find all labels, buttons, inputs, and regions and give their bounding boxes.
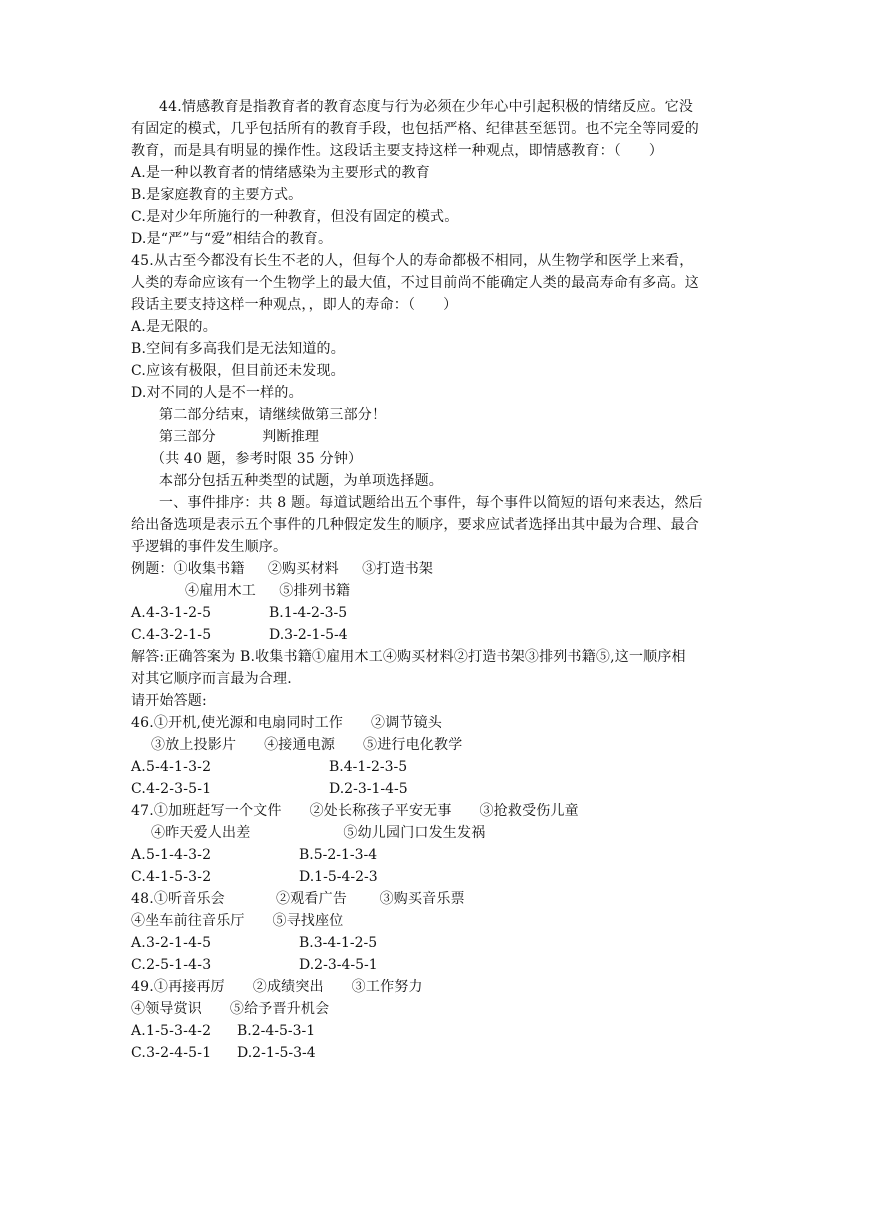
- q48-option-d: D.2-3-4-5-1: [299, 957, 378, 973]
- example-answer-line-1: 解答:正确答案为 B.收集书籍①雇用木工④购买材料②打造书架③排列书籍⑤,这一顺序相: [131, 649, 686, 665]
- part3-heading: 第三部分 判断推理: [159, 429, 320, 445]
- example-option-d: D.3-2-1-5-4: [269, 627, 348, 643]
- q49-option-c: C.3-2-4-5-1: [131, 1045, 212, 1061]
- q48-events-line-1: 48.①听音乐会 ②观看广告 ③购买音乐票: [131, 891, 465, 907]
- q44-stem-line-3: 教育，而是具有明显的操作性。这段话主要支持这样一种观点，即情感教育：（ ）: [131, 143, 664, 159]
- section-end-notice: 第二部分结束，请继续做第三部分！: [159, 407, 387, 423]
- q45-option-d: D.对不同的人是不一样的。: [131, 385, 303, 401]
- example-events-line-1: 例题：①收集书籍 ②购买材料 ③打造书架: [131, 561, 434, 577]
- q46-events-line-1: 46.①开机,使光源和电扇同时工作 ②调节镜头: [131, 715, 443, 731]
- q49-events-line-2: ④领导赏识 ⑤给予晋升机会: [131, 1001, 330, 1017]
- q44-option-b: B.是家庭教育的主要方式。: [131, 187, 303, 203]
- q44-option-c: C.是对少年所施行的一种教育，但没有固定的模式。: [131, 209, 459, 225]
- q45-stem-line-2: 人类的寿命应该有一个生物学上的最大值，不过目前尚不能确定人类的最高寿命有多高。这: [131, 275, 699, 291]
- example-events-line-2: ④雇用木工 ⑤排列书籍: [185, 583, 351, 599]
- q47-option-a: A.5-1-4-3-2: [131, 847, 212, 863]
- q46-option-b: B.4-1-2-3-5: [329, 759, 408, 775]
- q45-stem-line-1: 45.从古至今都没有长生不老的人，但每个人的寿命都极不相同，从生物学和医学上来看，: [131, 253, 694, 269]
- q44-stem-line-2: 有固定的模式，几乎包括所有的教育手段，也包括严格、纪律甚至惩罚。也不完全等同爱的: [131, 121, 699, 137]
- q46-events-line-2: ③放上投影片 ④接通电源 ⑤进行电化教学: [151, 737, 463, 753]
- q47-events-line-1: 47.①加班赶写一个文件 ②处长称孩子平安无事 ③抢救受伤儿童: [131, 803, 579, 819]
- q46-option-a: A.5-4-1-3-2: [131, 759, 212, 775]
- type1-desc-line-2: 给出备选项是表示五个事件的几种假定发生的顺序，要求应试者选择出其中最为合理、最合: [131, 517, 699, 533]
- q47-option-b: B.5-2-1-3-4: [299, 847, 378, 863]
- type1-desc-line-1: 一、事件排序：共 8 题。每道试题给出五个事件，每个事件以简短的语句来表达，然后: [159, 495, 703, 511]
- q47-option-c: C.4-1-5-3-2: [131, 869, 212, 885]
- q49-events-line-1: 49.①再接再厉 ②成绩突出 ③工作努力: [131, 979, 423, 995]
- q46-option-c: C.4-2-3-5-1: [131, 781, 212, 797]
- example-answer-line-2: 对其它顺序而言最为合理.: [131, 671, 292, 687]
- example-option-a: A.4-3-1-2-5: [131, 605, 212, 621]
- q49-option-d: D.2-1-5-3-4: [237, 1045, 316, 1061]
- q48-option-a: A.3-2-1-4-5: [131, 935, 212, 951]
- q45-option-c: C.应该有极限，但目前还未发现。: [131, 363, 345, 379]
- example-option-c: C.4-3-2-1-5: [131, 627, 212, 643]
- part3-time-limit: （共 40 题，参考时限 35 分钟）: [151, 451, 363, 467]
- q45-option-a: A.是无限的。: [131, 319, 217, 335]
- q48-option-b: B.3-4-1-2-5: [299, 935, 378, 951]
- q44-option-a: A.是一种以教育者的情绪感染为主要形式的教育: [131, 165, 430, 181]
- q48-option-c: C.2-5-1-4-3: [131, 957, 212, 973]
- q45-option-b: B.空间有多高我们是无法知道的。: [131, 341, 345, 357]
- start-answering: 请开始答题:: [131, 693, 207, 709]
- q45-stem-line-3: 段话主要支持这样一种观点，，即人的寿命：（ ）: [131, 297, 458, 313]
- q47-events-line-2: ④昨天爱人出差 ⑤幼儿园门口发生发祸: [151, 825, 486, 841]
- q49-option-a: A.1-5-3-4-2: [131, 1023, 212, 1039]
- q49-option-b: B.2-4-5-3-1: [237, 1023, 316, 1039]
- q44-option-d: D.是“严”与“爱”相结合的教育。: [131, 231, 333, 247]
- q44-stem-line-1: 44.情感教育是指教育者的教育态度与行为必须在少年心中引起积极的情绪反应。它没: [159, 99, 694, 115]
- q47-option-d: D.1-5-4-2-3: [299, 869, 378, 885]
- part3-intro: 本部分包括五种类型的试题，为单项选择题。: [159, 473, 443, 489]
- q48-events-line-2: ④坐车前往音乐厅 ⑤寻找座位: [131, 913, 344, 929]
- q46-option-d: D.2-3-1-4-5: [329, 781, 408, 797]
- example-option-b: B.1-4-2-3-5: [269, 605, 348, 621]
- type1-desc-line-3: 乎逻辑的事件发生顺序。: [131, 539, 288, 555]
